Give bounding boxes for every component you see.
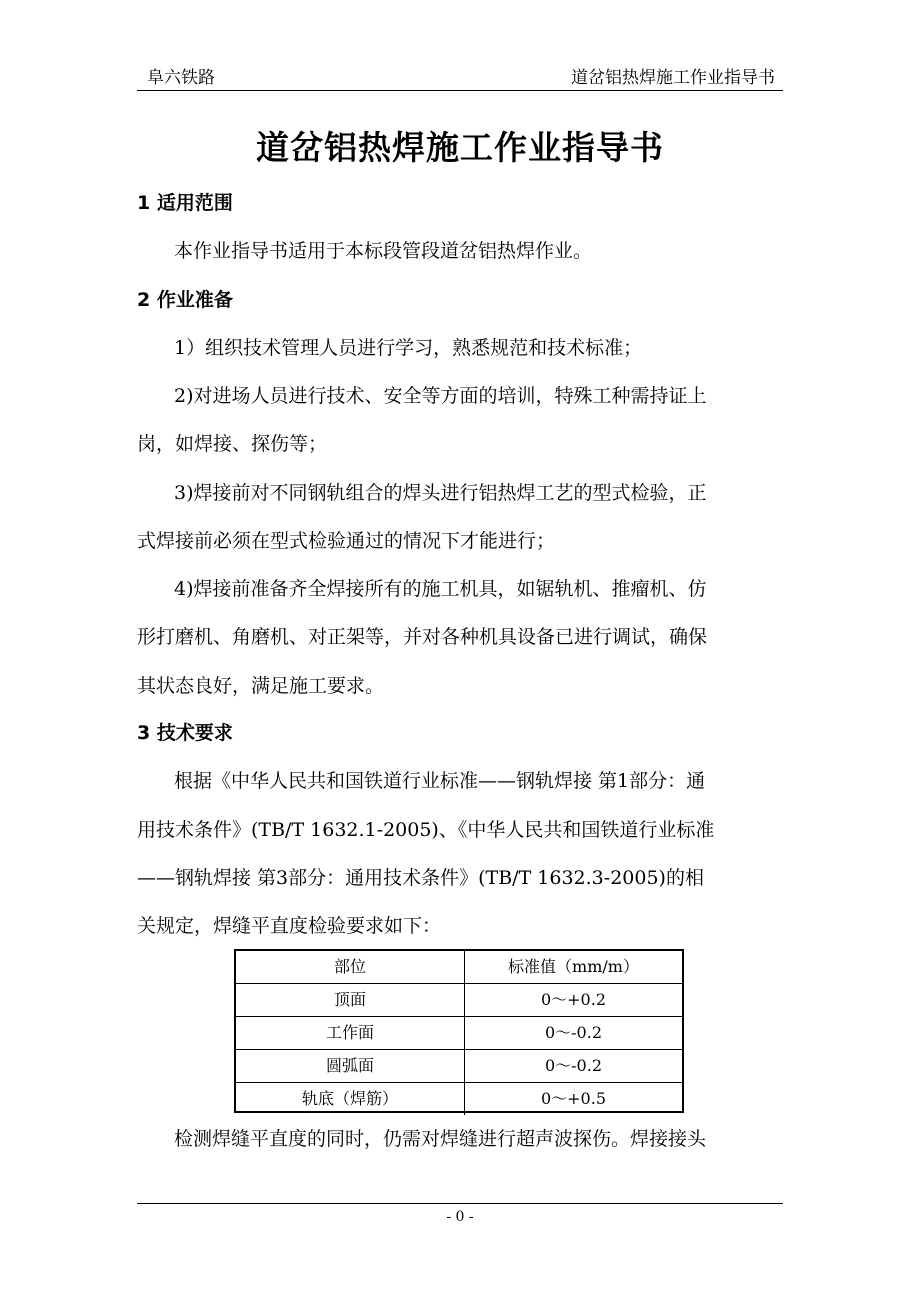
table-row [236, 1083, 682, 1116]
paragraph-line: 本作业指导书适用于本标段管段道岔铝热焊作业。 [174, 240, 593, 262]
table-cell-part: 工作面 [236, 1017, 465, 1050]
paragraph-line: 形打磨机、角磨机、对正架等，并对各种机具设备已进行调试，确保 [137, 626, 708, 648]
table-cell-part: 轨底（焊筋） [236, 1083, 465, 1116]
footer-divider [137, 1203, 783, 1204]
table-header-cell: 标准值（mm/m） [465, 951, 683, 984]
section-heading-2: 2 作业准备 [137, 289, 233, 311]
header-divider [137, 90, 783, 91]
paragraph-line: 检测焊缝平直度的同时，仍需对焊缝进行超声波探伤。焊接接头 [174, 1128, 707, 1150]
table-header-cell: 部位 [236, 951, 465, 984]
table-header-row [236, 951, 682, 984]
section-heading-1: 1 适用范围 [137, 192, 233, 214]
paragraph-line: 其状态良好，满足施工要求。 [137, 675, 385, 697]
table-cell-part: 顶面 [236, 984, 465, 1017]
paragraph-line: 2)对进场人员进行技术、安全等方面的培训，特殊工种需持证上 [174, 385, 707, 407]
paragraph-line: 根据《中华人民共和国铁道行业标准——钢轨焊接 第1部分：通 [174, 770, 706, 792]
table-row [236, 1017, 682, 1050]
table-cell-value: 0～+0.5 [465, 1083, 683, 1116]
paragraph-line: ——钢轨焊接 第3部分：通用技术条件》(TB/T 1632.3-2005)的相 [137, 867, 704, 889]
paragraph-line: 岗，如焊接、探伤等； [137, 433, 328, 455]
paragraph-line: 用技术条件》(TB/T 1632.1-2005)、《中华人民共和国铁道行业标准 [137, 819, 715, 841]
section-heading-3: 3 技术要求 [137, 722, 233, 744]
page-number: - 0 - [446, 1209, 474, 1225]
paragraph-line: 关规定，焊缝平直度检验要求如下： [137, 915, 442, 937]
paragraph-line: 式焊接前必须在型式检验通过的情况下才能进行； [137, 530, 556, 552]
table-cell-value: 0～-0.2 [465, 1050, 683, 1083]
table-cell-part: 圆弧面 [236, 1050, 465, 1083]
header-project-name: 阜六铁路 [147, 68, 215, 88]
paragraph-line: 1）组织技术管理人员进行学习，熟悉规范和技术标准； [174, 337, 643, 359]
document-title: 道岔铝热焊施工作业指导书 [256, 128, 664, 167]
table-cell-value: 0～+0.2 [465, 984, 683, 1017]
table-row [236, 1050, 682, 1083]
paragraph-line: 3)焊接前对不同钢轨组合的焊头进行铝热焊工艺的型式检验，正 [174, 482, 707, 504]
paragraph-line: 4)焊接前准备齐全焊接所有的施工机具，如锯轨机、推瘤机、仿 [174, 578, 707, 600]
table-row [236, 984, 682, 1017]
flatness-spec-table [234, 949, 684, 1113]
header-document-name: 道岔铝热焊施工作业指导书 [571, 68, 775, 88]
table-cell-value: 0～-0.2 [465, 1017, 683, 1050]
